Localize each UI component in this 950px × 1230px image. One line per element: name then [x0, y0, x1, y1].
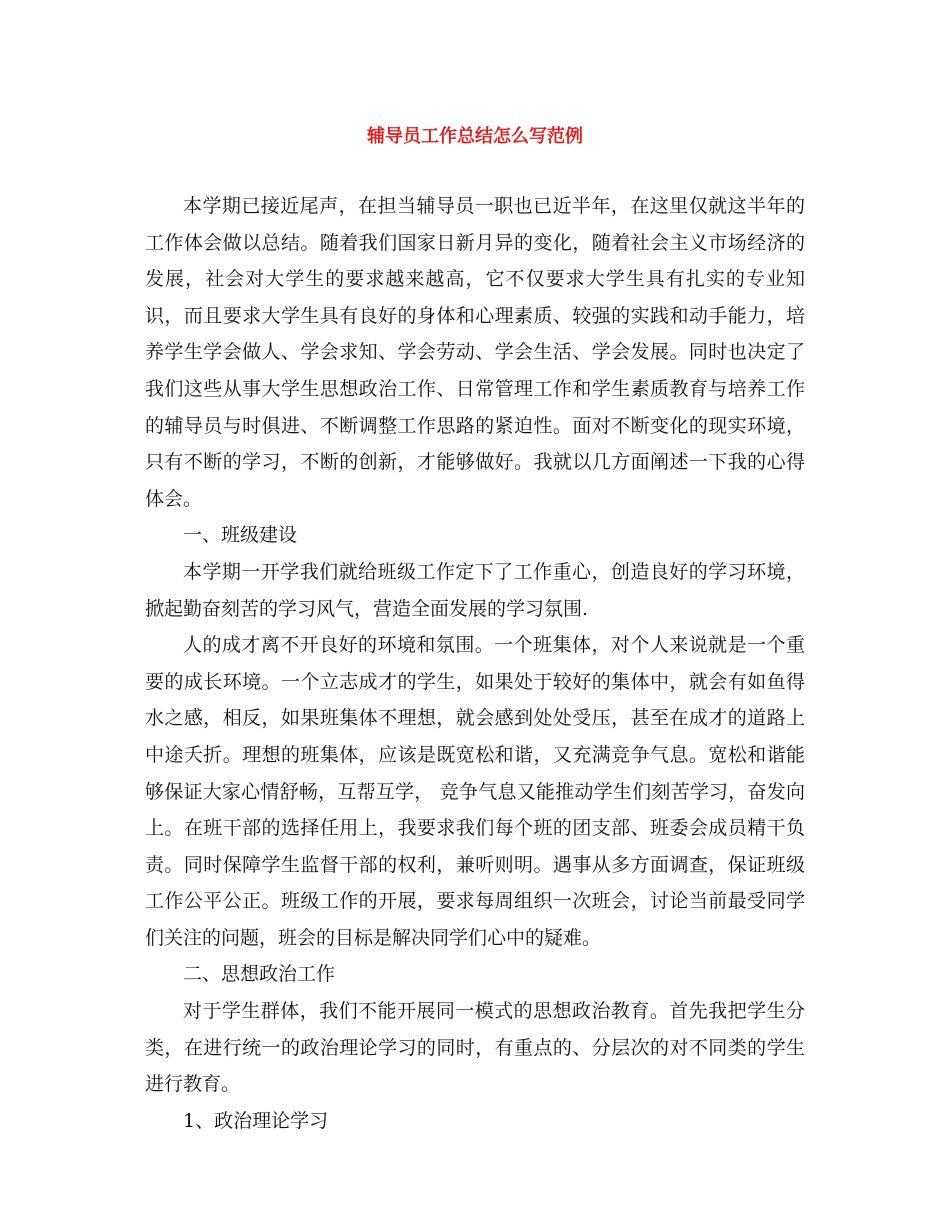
subsection-heading-political-theory: 1、政治理论学习: [183, 1109, 329, 1132]
document-title: 辅导员工作总结怎么写范例: [367, 126, 583, 147]
paragraph-student-groups: 对于学生群体，我们不能开展同一模式的思想政治教育。首先我把学生分类，在进行统一的政治理论学习的同时，有重点的、分层次的对不同类的学生进行教育。: [145, 1000, 805, 1096]
paragraph-class-environment: 人的成才离不开良好的环境和氛围。一个班集体，对个人来说就是一个重要的成长环境。一个立志成才的学生，如果处于较好的集体中，就会有如鱼得水之感，相反，如果班集体不理想，就会感到处处受压，甚至在成才的道路上中途夭折。理想的班集体，应该是既宽松和谐，又充满竞争气息。宽松和谐能够保证大家心情舒畅，互帮互学， 竞争气息又能推动学生们刻苦学习，奋发向上。在班干部的选择任用上，我要求我们每个班的团支部、班委会成员精干负责。同时保障学生监督干部的权利，兼听则明。遇事从多方面调查，保证班级工作公平公正。班级工作的开展，要求每周组织一次班会，讨论当前最受同学们关注的问题，班会的目标是解决同学们心中的疑难。: [145, 634, 805, 949]
section-heading-ideological-work: 二、思想政治工作: [183, 963, 336, 986]
section-heading-class-building: 一、班级建设: [183, 524, 298, 547]
paragraph-class-focus: 本学期一开学我们就给班级工作定下了工作重心，创造良好的学习环境，掀起勤奋刻苦的学习风气，营造全面发展的学习氛围.: [145, 560, 805, 620]
document-body: [145, 188, 805, 1139]
paragraph-intro: 本学期已接近尾声，在担当辅导员一职也已近半年，在这里仅就这半年的工作体会做以总结。随着我们国家日新月异的变化，随着社会主义市场经济的发展，社会对大学生的要求越来越高，它不仅要求大学生具有扎实的专业知识，而且要求大学生具有良好的身体和心理素质、较强的实践和动手能力，培养学生学会做人、学会求知、学会劳动、学会生活、学会发展。同时也决定了我们这些从事大学生思想政治工作、日常管理工作和学生素质教育与培养工作的辅导员与时俱进、不断调整工作思路的紧迫性。面对不断变化的现实环境，只有不断的学习，不断的创新，才能够做好。我就以几方面阐述一下我的心得体会。: [145, 195, 805, 510]
